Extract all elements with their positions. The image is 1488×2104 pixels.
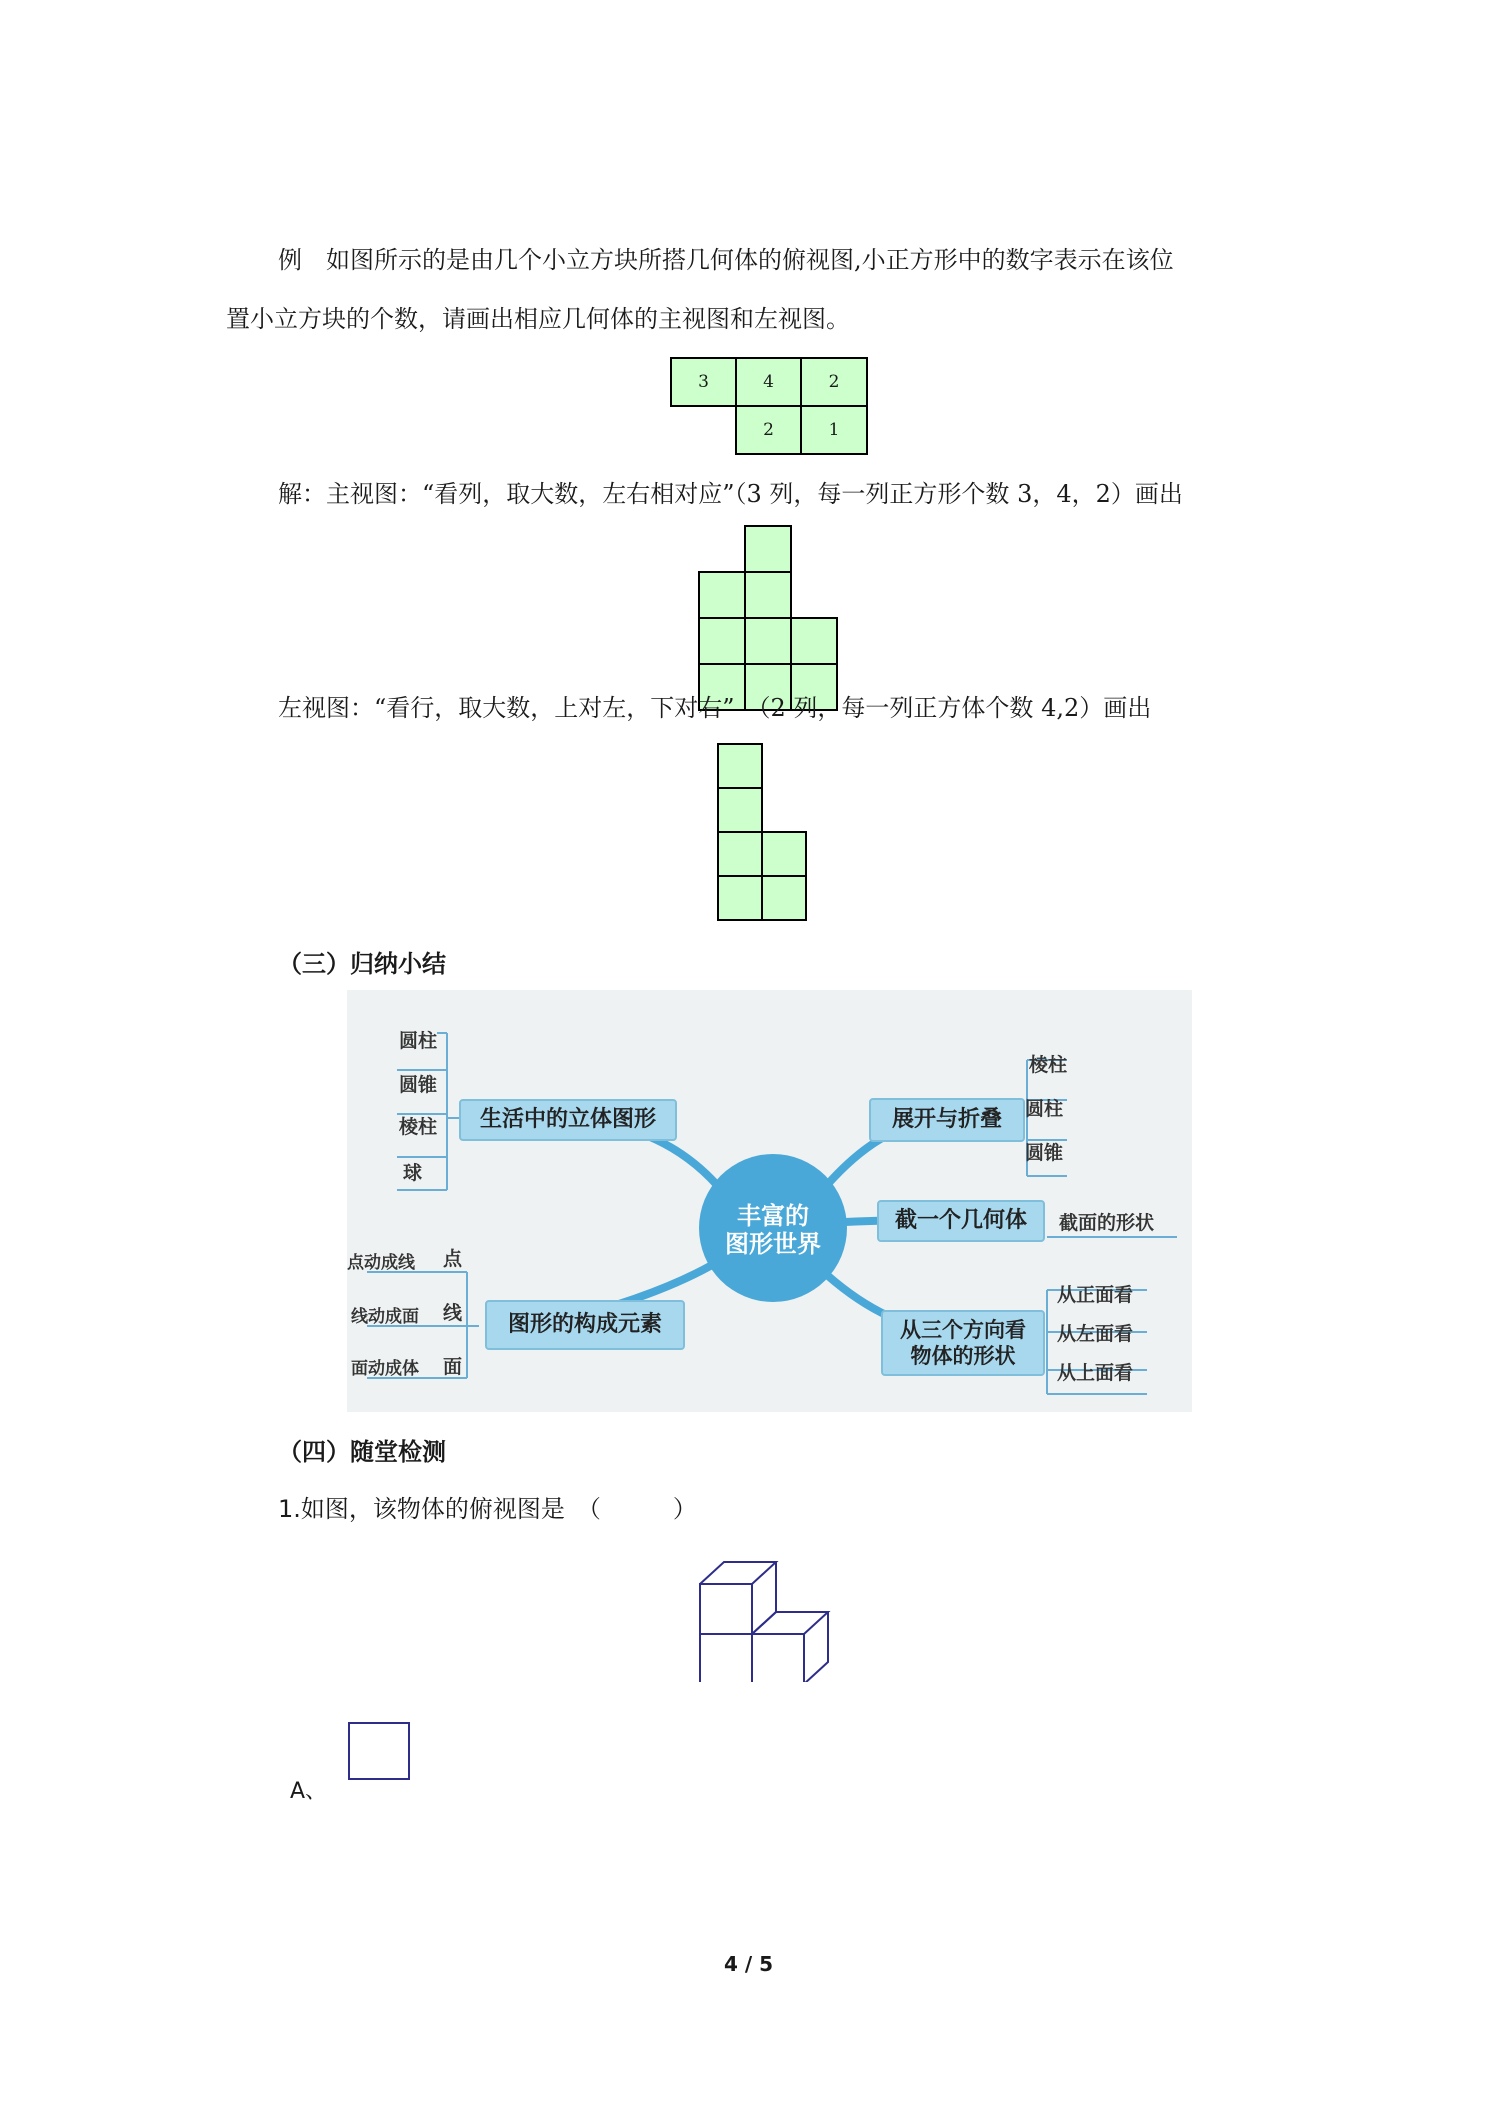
center-label xyxy=(713,1202,833,1258)
front-view-drawing xyxy=(698,525,842,677)
leaf-cylinder: 圆柱 xyxy=(399,1030,438,1052)
grid-cell: 3 xyxy=(670,357,737,407)
view-square xyxy=(761,875,807,921)
leaf-cone: 圆锥 xyxy=(399,1074,438,1096)
view-square xyxy=(761,831,807,877)
leaf-left: 从左面看 xyxy=(1057,1323,1134,1345)
leaf-point-to-line: 点动成线 xyxy=(347,1253,415,1273)
solution-front-text: 解：主视图：“看列，取大数，左右相对应”（3 列，每一列正方形个数 3，4，2）画出 xyxy=(278,480,1183,508)
view-square xyxy=(698,617,746,665)
view-square xyxy=(790,617,838,665)
question-1-text: 1.如图，该物体的俯视图是 （ ） xyxy=(278,1495,697,1523)
grid-cell: 4 xyxy=(735,357,802,407)
view-square xyxy=(744,617,792,665)
section-4-title: （四）随堂检测 xyxy=(278,1438,446,1466)
example-line-1: 例 如图所示的是由几个小立方块所搭几何体的俯视图,小正方形中的数字表示在该位 xyxy=(278,246,1174,274)
option-a-square xyxy=(348,1722,410,1780)
leaf-front: 从正面看 xyxy=(1057,1284,1134,1306)
question-1-object xyxy=(690,1550,850,1682)
node-views-line-1: 从三个方向看 xyxy=(900,1318,1026,1342)
leaf-cross-section: 截面的形状 xyxy=(1059,1212,1155,1234)
leaf-line: 线 xyxy=(443,1302,463,1324)
option-a-label: A、 xyxy=(290,1779,328,1804)
grid-cell: 1 xyxy=(800,405,868,455)
left-view-drawing xyxy=(717,743,821,923)
node-unfold: 展开与折叠 xyxy=(869,1098,1025,1142)
section-3-title: （三）归纳小结 xyxy=(278,950,446,978)
leaf-line-to-surface: 线动成面 xyxy=(351,1307,419,1327)
view-square xyxy=(698,571,746,619)
view-square xyxy=(717,787,763,833)
center-label-line-2: 图形世界 xyxy=(725,1230,821,1258)
node-cut: 截一个几何体 xyxy=(877,1200,1045,1242)
center-label-line-1: 丰富的 xyxy=(737,1202,809,1230)
view-square xyxy=(717,875,763,921)
node-views xyxy=(881,1310,1045,1376)
leaf-surface-to-solid: 面动成体 xyxy=(351,1359,419,1379)
leaf-top: 从上面看 xyxy=(1057,1362,1134,1384)
grid-cell: 2 xyxy=(800,357,868,407)
node-solid-shapes: 生活中的立体图形 xyxy=(459,1099,677,1141)
view-square xyxy=(744,571,792,619)
node-views-line-2: 物体的形状 xyxy=(910,1344,1016,1368)
leaf-prism: 棱柱 xyxy=(399,1116,438,1138)
mind-map xyxy=(347,990,1192,1412)
page-number: 4 / 5 xyxy=(724,1952,774,1976)
leaf-unfold-prism: 棱柱 xyxy=(1029,1054,1068,1076)
view-square xyxy=(744,525,792,573)
view-square xyxy=(717,743,763,789)
solution-left-text: 左视图：“看行，取大数，上对左，下对右” （2 列，每一列正方体个数 4,2）画出 xyxy=(278,694,1152,722)
leaf-sphere: 球 xyxy=(403,1162,423,1184)
leaf-unfold-cylinder: 圆柱 xyxy=(1025,1098,1064,1120)
top-view-grid xyxy=(670,357,870,457)
example-line-2: 置小立方块的个数，请画出相应几何体的主视图和左视图。 xyxy=(226,305,850,333)
leaf-point: 点 xyxy=(443,1248,463,1270)
node-elements: 图形的构成元素 xyxy=(485,1300,685,1350)
grid-cell: 2 xyxy=(735,405,802,455)
leaf-surface: 面 xyxy=(443,1356,463,1378)
leaf-unfold-cone: 圆锥 xyxy=(1025,1142,1064,1164)
view-square xyxy=(717,831,763,877)
